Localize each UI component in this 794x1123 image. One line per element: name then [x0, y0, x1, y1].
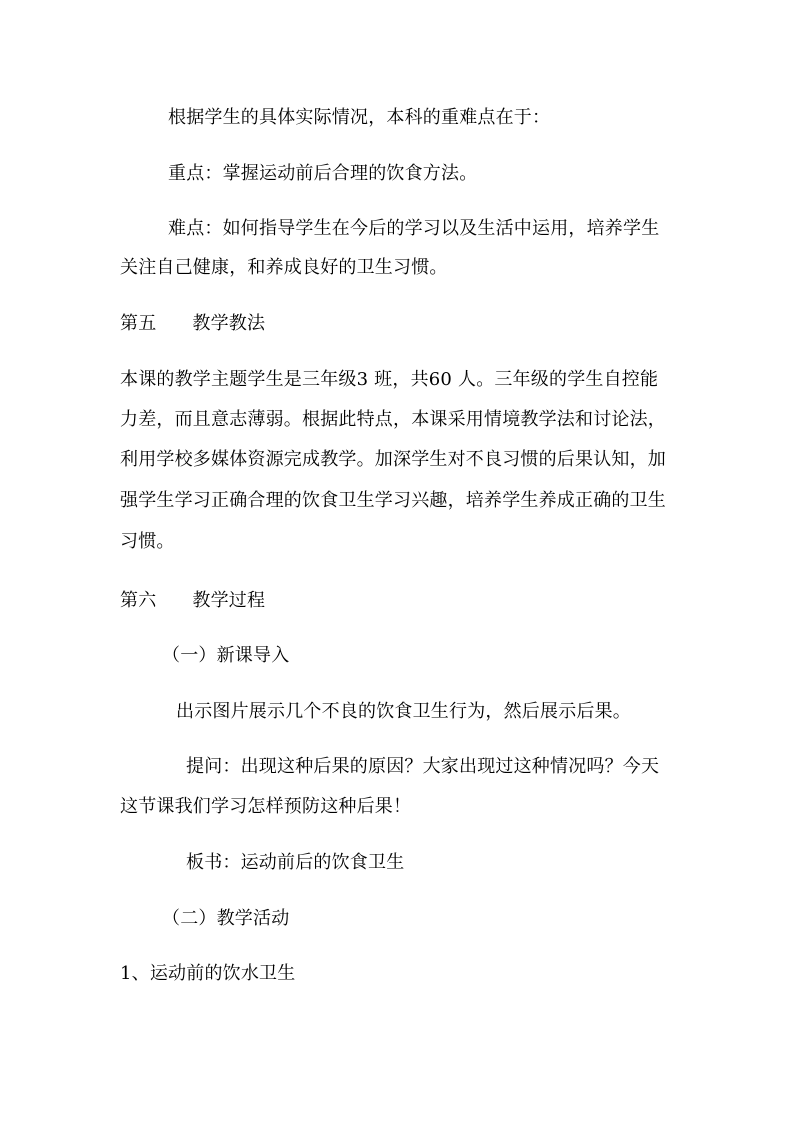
paragraph-method-line-1: 本课的教学主题学生是三年级3 班，共60 人。三年级的学生自控能	[120, 369, 659, 390]
paragraph-difficulty-line-2: 关注自己健康，和养成良好的卫生习惯。	[120, 257, 448, 278]
paragraph-method-line-2: 力差，而且意志薄弱。根据此特点，本课采用情境教学法和讨论法，	[120, 409, 666, 430]
section-heading-6	[120, 590, 265, 612]
paragraph-method-line-5: 习惯。	[120, 531, 175, 552]
subsection-heading-intro: （一）新课导入	[162, 645, 290, 666]
section-number: 第五	[120, 313, 157, 334]
paragraph-difficulty-line-1: 难点：如何指导学生在今后的学习以及生活中运用，培养学生	[168, 218, 660, 239]
paragraph-method-line-4: 强学生学习正确合理的饮食卫生学习兴趣，培养学生养成正确的卫生	[120, 490, 666, 511]
paragraph-show-pictures: 出示图片展示几个不良的饮食卫生行为，然后展示后果。	[176, 701, 631, 722]
paragraph-question-line-1: 提问：出现这种后果的原因？大家出现过这种情况吗？今天	[186, 756, 660, 777]
paragraph-method-line-3: 利用学校多媒体资源完成教学。加深学生对不良习惯的后果认知，加	[120, 449, 666, 470]
paragraph-key-points-intro: 根据学生的具体实际情况，本科的重难点在于：	[168, 107, 551, 128]
paragraph-question-line-2: 这节课我们学习怎样预防这种后果！	[120, 796, 412, 817]
subsection-heading-activities: （二）教学活动	[162, 908, 290, 929]
section-heading-5	[120, 313, 265, 335]
paragraph-key-point: 重点：掌握运动前后合理的饮食方法。	[168, 163, 478, 184]
list-item-1: 1、运动前的饮水卫生	[120, 963, 296, 984]
section-title: 教学过程	[192, 590, 266, 611]
section-title: 教学教法	[192, 313, 266, 334]
paragraph-blackboard: 板书：运动前后的饮食卫生	[186, 852, 405, 873]
section-number: 第六	[120, 590, 157, 611]
